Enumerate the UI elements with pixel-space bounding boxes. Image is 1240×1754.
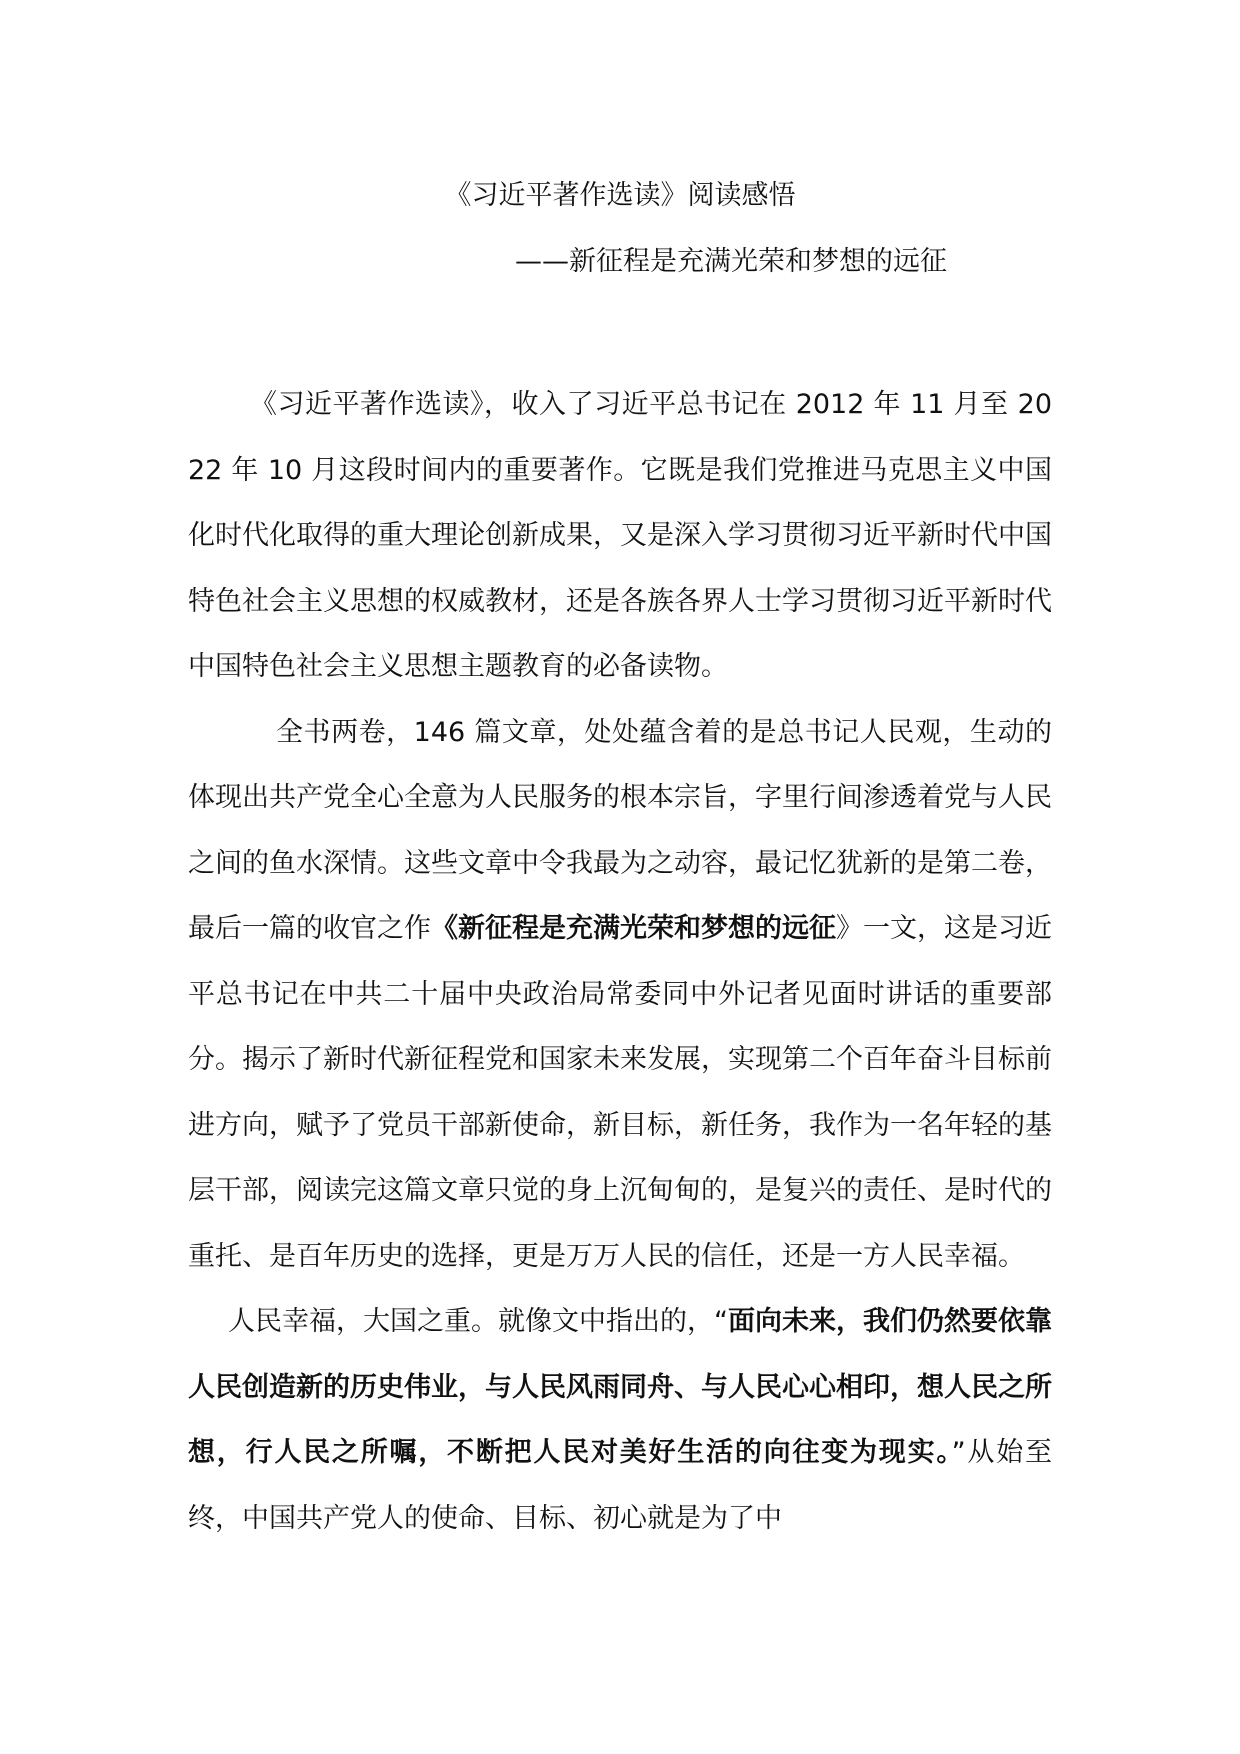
document-body bbox=[188, 372, 1052, 1551]
paragraph-people-happiness bbox=[188, 1289, 1052, 1551]
paragraph-text: 《习近平著作选读》，收入了习近平总书记在 2012 年 11 月至 2022 年 10 月这段时间内的重要著作。它既是我们党推进马克思主义中国化时代化取得的重大理论创新成果，又是深入学习贯彻习近平新时代中国特色社会主义思想的权威教材，还是各族各界人士学习贯彻习近平新时代中国特色社会主义思想主题教育的必备读物。 bbox=[188, 389, 1052, 682]
paragraph-text: 人民幸福，大国之重。就像文中指出的，“ bbox=[228, 1306, 728, 1337]
paragraph-text: 全书两卷，146 篇文章，处处蕴含着的是总书记人民观，生动的体现出共产党全心全意为人民服务的根本宗旨，字里行间渗透着党与人民之间的鱼水深情。这些文章中令我最为之动容，最记忆犹新的是第二卷，最后一篇的收官之作 bbox=[188, 716, 1052, 944]
quote-emphasis: 面向未来，我们仍然要依靠人民创造新的历史伟业，与人民风雨同舟、与人民心心相印，想人民之所想，行人民之所嘱，不断把人民对美好生活的向往变为现实。 bbox=[188, 1306, 1052, 1468]
document-subtitle: ——新征程是充满光荣和梦想的远征 bbox=[515, 246, 947, 277]
paragraph-book-overview bbox=[188, 700, 1052, 1290]
paragraph-text: ”从始至终，中国共产党人的使命、目标、初心就是为了中 bbox=[188, 1437, 1052, 1534]
article-title-emphasis: 《新征程是充满光荣和梦想的远征 bbox=[431, 913, 836, 944]
paragraph-intro bbox=[188, 372, 1052, 700]
paragraph-text: 》一文，这是习近平总书记在中共二十届中央政治局常委同中外记者见面时讲话的重要部分。揭示了新时代新征程党和国家未来发展，实现第二个百年奋斗目标前进方向，赋予了党员干部新使命，新目标，新任务，我作为一名年轻的基层干部，阅读完这篇文章只觉的身上沉甸甸的，是复兴的责任、是时代的重托、是百年历史的选择，更是万万人民的信任，还是一方人民幸福。 bbox=[188, 913, 1052, 1272]
document-title: 《习近平著作选读》阅读感悟 bbox=[444, 180, 796, 211]
